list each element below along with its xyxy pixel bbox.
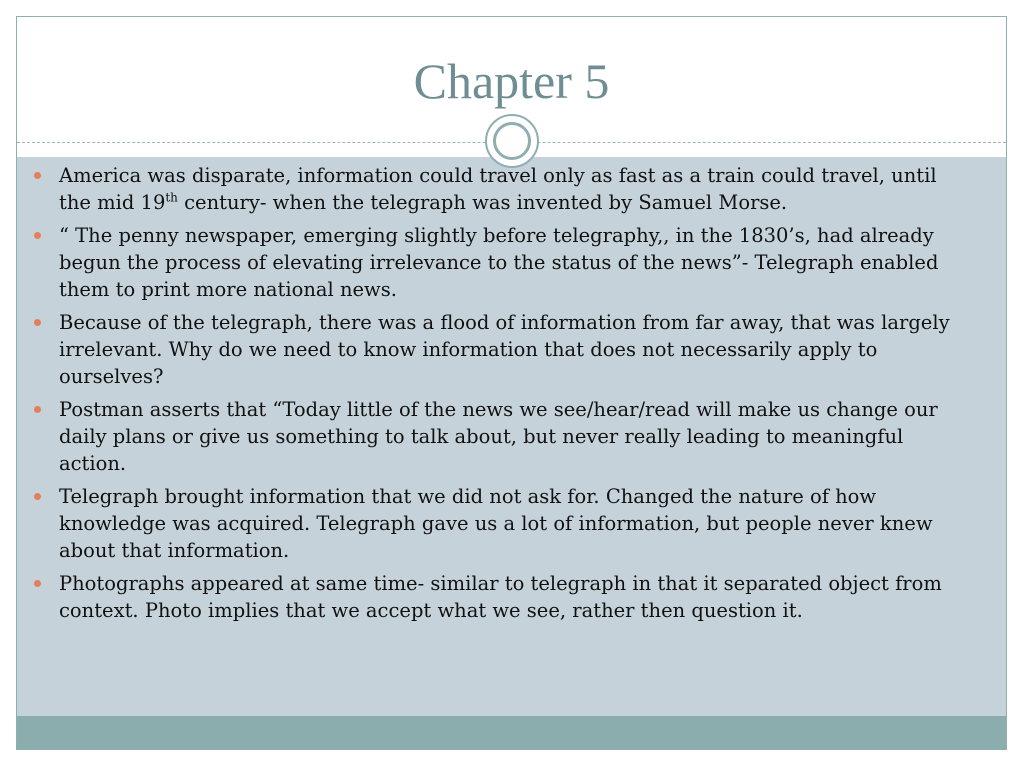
bullet-text: Postman asserts that “Today little of the news we see/hear/read will make us change our daily plans or give us something to talk about, but never really leading to meaningful action. <box>59 398 938 475</box>
bullet-dot-icon <box>34 172 41 179</box>
bullet-item <box>32 483 960 564</box>
bullet-dot-icon <box>34 580 41 587</box>
bullet-text: Photographs appeared at same time- similar to telegraph in that it separated object from context. Photo implies that we accept what we see, rather then question it. <box>59 572 942 622</box>
bullet-item <box>32 309 960 390</box>
slide-title: Chapter 5 <box>413 53 610 109</box>
bullet-dot-icon <box>34 493 41 500</box>
bullet-text-tail: century- when the telegraph was invented by Samuel Morse. <box>177 191 788 214</box>
bullet-dot-icon <box>34 232 41 239</box>
bullet-text: Because of the telegraph, there was a flood of information from far away, that was largely irrelevant. Why do we need to know information that does not necessarily apply to ourselves? <box>59 311 950 388</box>
bullet-item <box>32 162 960 216</box>
bullet-text: America was disparate, information could travel only as fast as a train could travel, until the mid 19 <box>59 164 937 214</box>
bullet-item <box>32 222 960 303</box>
bullet-text: “ The penny newspaper, emerging slightly before telegraphy,, in the 1830’s, had already begun the process of elevating irrelevance to the status of the news”- Telegraph enabled them to print more national news. <box>59 224 939 301</box>
circle-ornament-inner <box>493 122 531 160</box>
bullet-dot-icon <box>34 319 41 326</box>
bullet-superscript: th <box>165 190 178 205</box>
bullet-dot-icon <box>34 406 41 413</box>
bullet-text: Telegraph brought information that we did not ask for. Changed the nature of how knowledge was acquired. Telegraph gave us a lot of information, but people never knew about that information. <box>59 485 933 562</box>
footer-band <box>17 716 1006 749</box>
bullet-item <box>32 570 960 624</box>
bullet-item <box>32 396 960 477</box>
bullet-list <box>32 162 960 630</box>
circle-ornament-icon <box>485 114 539 168</box>
